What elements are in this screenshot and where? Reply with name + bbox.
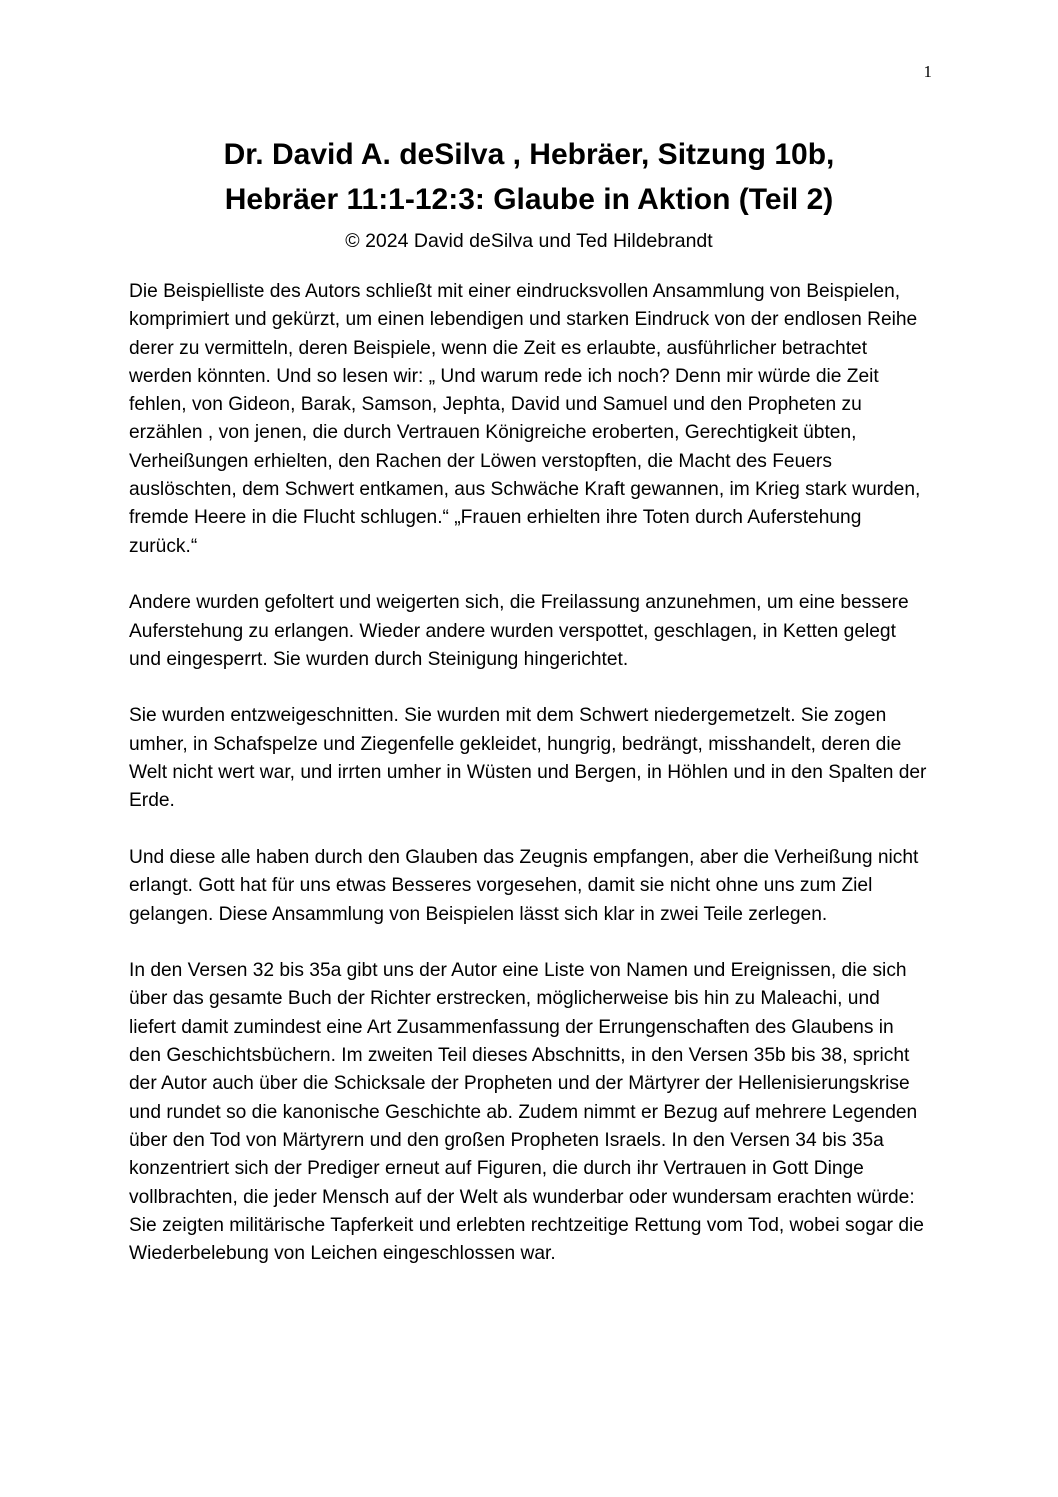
- paragraph: Und diese alle haben durch den Glauben das Zeugnis empfangen, aber die Verheißung nicht erlangt. Gott hat für uns etwas Besseres vorgesehen, damit sie nicht ohne uns zum Ziel gelangen. Diese Ansammlung von Beispielen lässt sich klar in zwei Teile zerlegen.: [129, 846, 919, 925]
- paragraph: Die Beispielliste des Autors schließt mit einer eindrucksvollen Ansammlung von Beispielen, komprimiert und gekürzt, um einen lebendigen und starken Eindruck von der endlosen Reihe derer zu vermitteln, deren Beispiele, wenn die Zeit es erlaubte, ausführlicher betrachtet werden könnten. Und so lesen wir: „ Und warum rede ich noch? Denn mir würde die Zeit fehlen, von Gideon, Barak, Samson, Jephta, David und Samuel und den Propheten zu erzählen , von jenen, die durch Vertrauen Königreiche eroberten, Gerechtigkeit übten, Verheißungen erhielten, den Rachen der Löwen verstopften, die Macht des Feuers auslöschten, dem Schwert entkamen, aus Schwäche Kraft gewannen, im Krieg stark wurden, fremde Heere in die Flucht schlugen.“ „Frauen erhielten ihre Toten durch Auferstehung zurück.“: [129, 281, 921, 557]
- document-body: [129, 278, 929, 1297]
- page-title: [100, 132, 958, 222]
- title-line-1: Dr. David A. deSilva , Hebräer, Sitzung 10b,: [223, 138, 835, 171]
- paragraph: Andere wurden gefoltert und weigerten sich, die Freilassung anzunehmen, um eine bessere Auferstehung zu erlangen. Wieder andere wurden verspottet, geschlagen, in Ketten gelegt und eingesperrt. Sie wurden durch Steinigung hingerichtet.: [129, 592, 909, 670]
- title-line-2: Hebräer 11:1-12:3: Glaube in Aktion (Teil 2): [224, 183, 834, 216]
- paragraph: In den Versen 32 bis 35a gibt uns der Autor eine Liste von Namen und Ereignissen, die sich über das gesamte Buch der Richter erstrecken, möglicherweise bis hin zu Maleachi, und liefert damit zumindest eine Art Zusammenfassung der Errungenschaften des Glaubens in den Geschichtsbüchern. Im zweiten Teil dieses Abschnitts, in den Versen 35b bis 38, spricht der Autor auch über die Schicksale der Propheten und der Märtyrer der Hellenisierungskrise und rundet so die kanonische Geschichte ab. Zudem nimmt er Bezug auf mehrere Legenden über den Tod von Märtyrern und den großen Propheten Israels. In den Versen 34 bis 35a konzentriert sich der Prediger erneut auf Figuren, die durch ihr Vertrauen in Gott Dinge vollbrachten, die jeder Mensch auf der Welt als wunderbar oder wundersam erachten würde: Sie zeigten militärische Tapferkeit und erlebten rechtzeitige Rettung vom Tod, wobei sogar die Wiederbelebung von Leichen eingeschlossen war.: [129, 960, 924, 1265]
- paragraph: Sie wurden entzweigeschnitten. Sie wurden mit dem Schwert niedergemetzelt. Sie zogen umher, in Schafspelze und Ziegenfelle gekleidet, hungrig, bedrängt, misshandelt, deren die Welt nicht wert war, und irrten umher in Wüsten und Bergen, in Höhlen und in den Spalten der Erde.: [129, 705, 927, 812]
- document-header: [100, 132, 958, 254]
- page-number: 1: [923, 62, 932, 81]
- copyright-notice: © 2024 David deSilva und Ted Hildebrandt: [345, 230, 713, 252]
